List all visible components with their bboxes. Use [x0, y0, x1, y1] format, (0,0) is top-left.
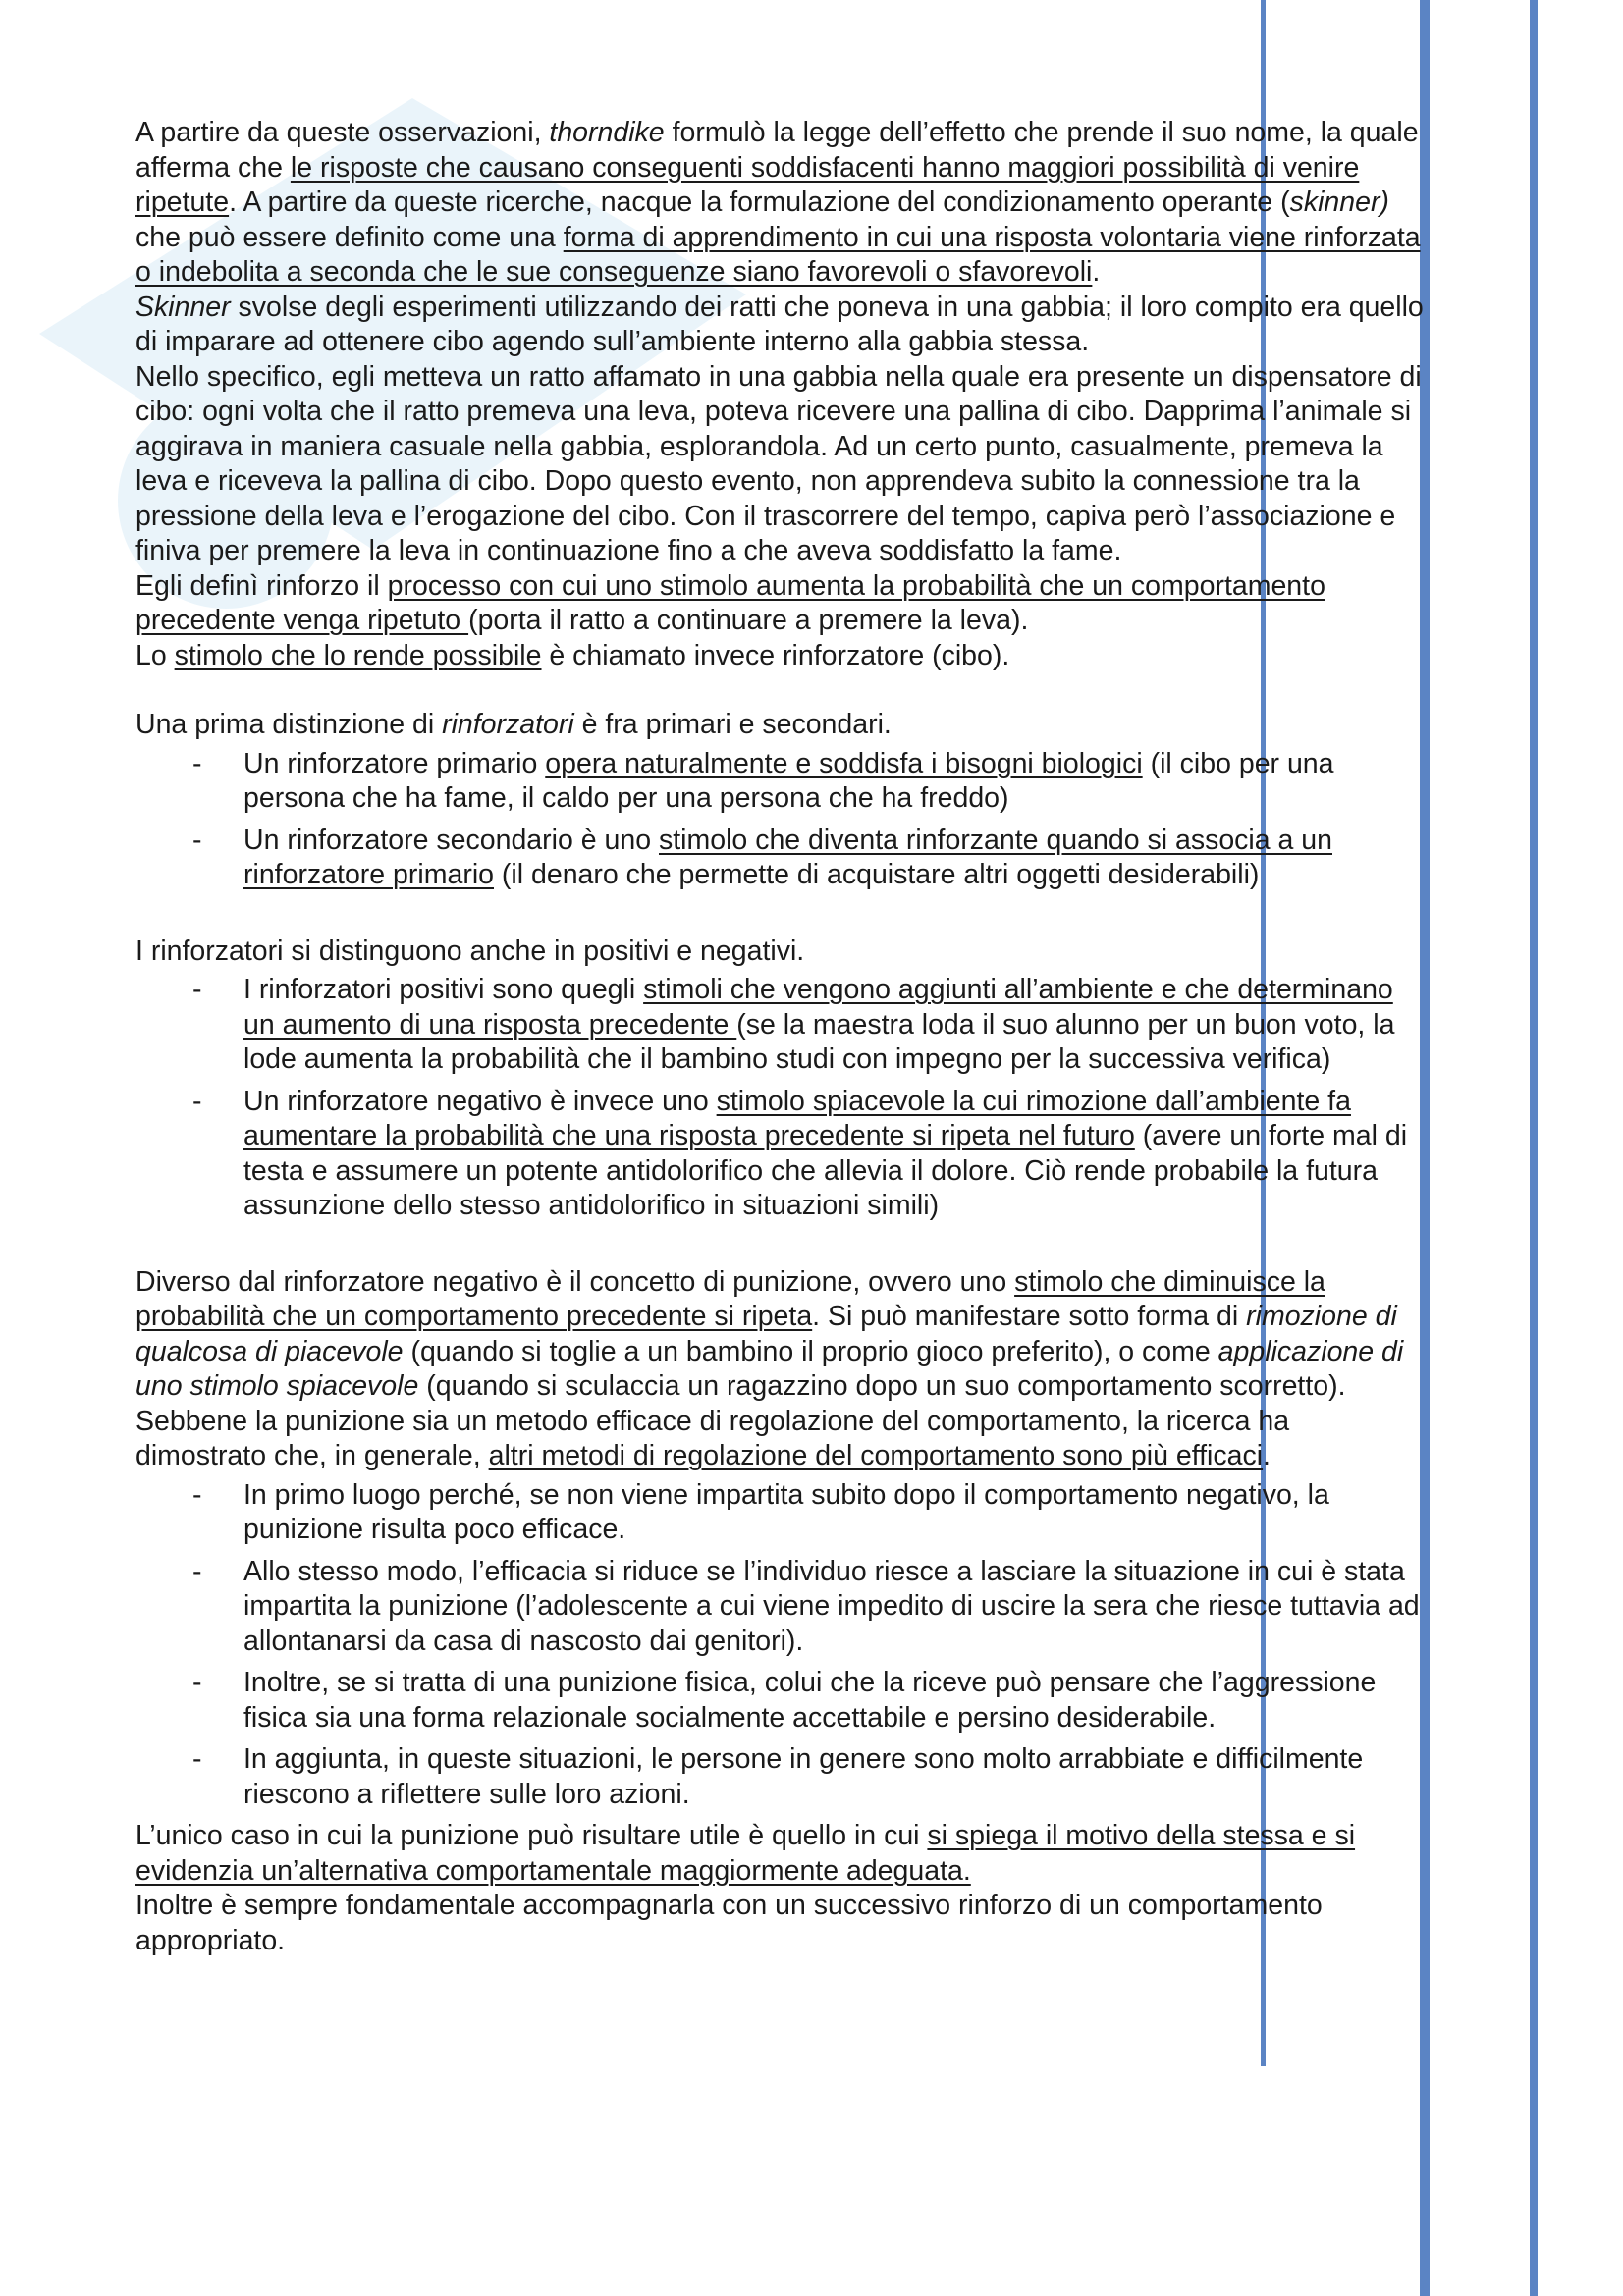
text: . A partire da queste ricerche, nacque la formulazione del condizionamento operante ( [229, 187, 1290, 218]
paragraph-punizione [135, 1265, 1427, 1405]
list-item [135, 1085, 1427, 1224]
underlined-text: le risposte che causano conseguenti soddisfacenti hanno maggiori possibilità di venire ripetute [135, 151, 1360, 218]
text: . [1263, 1440, 1271, 1471]
list-item [135, 973, 1427, 1078]
text: (quando si sculaccia un ragazzino dopo un suo comportamento scorretto). [418, 1370, 1346, 1402]
dash-bullet: - [192, 1478, 202, 1511]
list-item [135, 747, 1427, 817]
text: (quando si toglie a un bambino il proprio gioco preferito), o come [403, 1335, 1218, 1367]
text: (avere un forte mal di testa e assumere un potente antidolorifico che allevia il dolore. Ciò rende probabile la futura assunzione dello stesso antidolorifico in situazioni simili) [243, 1120, 1408, 1221]
paragraph-experiment: Nello specifico, egli metteva un ratto affamato in una gabbia nella quale era presente un dispensatore di cibo: ogni volta che il ratto premeva una leva, poteva ricevere una pallina di cibo. Dapprima l’animale si aggirava in maniera casuale nella gabbia, esplorandola. Ad un certo punto, casualmente, premeva la leva e riceveva la pallina di cibo. Dopo questo evento, non apprendeva subito la connessione tra la pressione della leva e l’erogazione del cibo. Con il trascorrere del tempo, capiva però l’associazione e finiva per premere la leva in continuazione fino a che aveva soddisfatto la fame. [135, 360, 1422, 566]
dash-bullet: - [192, 1743, 202, 1775]
italic-text: rimozione di qualcosa di piacevole [135, 1301, 1397, 1367]
text: Un rinforzatore primario [243, 747, 546, 779]
paragraph-skinner [135, 291, 1427, 360]
dash-bullet: - [192, 747, 202, 779]
text: (porta il ratto a continuare a premere la leva). [468, 605, 1029, 636]
text: Egli definì rinforzo il [135, 569, 388, 602]
underlined-text: stimolo che diminuisce la probabilità che un comportamento precedente si ripeta [135, 1265, 1325, 1332]
text: Una prima distinzione di [135, 709, 443, 740]
text: . Si può manifestare sotto forma di [812, 1301, 1247, 1332]
text: è chiamato invece rinforzatore (cibo). [541, 639, 1010, 671]
spacer [135, 900, 1427, 934]
underlined-text: si spiega il motivo della stessa e si evidenzia un’alternativa comportamentale maggiormente adeguata. [135, 1820, 1356, 1887]
list-item [135, 1666, 1427, 1735]
dash-bullet: - [192, 974, 202, 1005]
text: A partire da queste osservazioni, [135, 117, 550, 148]
text: I rinforzatori positivi sono quegli [243, 974, 644, 1005]
text: . [1092, 256, 1101, 288]
italic-text: thorndike [549, 117, 665, 148]
spacer [135, 673, 1427, 708]
text: che può essere definito come una [135, 221, 564, 253]
spacer [135, 1231, 1427, 1265]
list-positivi-negativi [135, 973, 1427, 1224]
text: Un rinforzatore secondario è uno [243, 824, 659, 856]
paragraph-rinforzatore [135, 639, 1427, 674]
text: L’unico caso in cui la punizione può risultare utile è quello in cui [135, 1820, 928, 1851]
list-item [135, 1478, 1427, 1548]
dash-bullet: - [192, 1085, 202, 1117]
paragraph-primari-secondari [135, 708, 1427, 743]
list-item [135, 1555, 1427, 1660]
underlined-text: stimolo che diventa rinforzante quando si associa a un rinforzatore primario [243, 824, 1332, 890]
underlined-text: stimoli che vengono aggiunti all’ambiente e che determinano un aumento di una risposta precedente [243, 974, 1393, 1041]
text: (il denaro che permette di acquistare altri oggetti desiderabili) [494, 859, 1260, 890]
paragraph-positivi-negativi: I rinforzatori si distinguono anche in positivi e negativi. [135, 934, 805, 967]
text: In primo luogo perché, se non viene impartita subito dopo il comportamento negativo, la punizione risulta poco efficace. [243, 1478, 1329, 1545]
text: formulò la legge dell’effetto che prende il suo nome, la quale afferma che [135, 117, 1419, 184]
paragraph-conclusione: Inoltre è sempre fondamentale accompagnarla con un successivo rinforzo di un comportamento appropriato. [135, 1890, 1323, 1956]
text: Allo stesso modo, l’efficacia si riduce se l’individuo riesce a lasciare la situazione in cui è stata impartita la punizione (l’adolescente a cui viene impedito di uscire la sera che riesce tuttavia ad allontanarsi da casa di nascosto dai genitori). [243, 1555, 1420, 1657]
paragraph-efficacia [135, 1405, 1427, 1474]
document-page [135, 116, 1427, 1958]
underlined-text: stimolo spiacevole la cui rimozione dall’ambiente fa aumentare la probabilità che una risposta precedente si ripeta nel futuro [243, 1085, 1351, 1151]
text: Un rinforzatore negativo è invece uno [243, 1085, 717, 1117]
text: (se la maestra loda il suo alunno per un buon voto, la lode aumenta la probabilità che il bambino studi con impegno per la successiva verifica) [243, 1008, 1395, 1075]
dash-bullet: - [192, 1555, 202, 1587]
list-item [135, 1742, 1427, 1812]
italic-text: applicazione di uno stimolo spiacevole [135, 1335, 1404, 1402]
paragraph-rinforzo [135, 569, 1427, 639]
text: svolse degli esperimenti utilizzando dei ratti che poneva in una gabbia; il loro compito era quello di imparare ad ottenere cibo agendo sull’ambiente interno alla gabbia stessa. [135, 291, 1424, 357]
italic-text: skinner) [1289, 187, 1389, 218]
list-item [135, 824, 1427, 893]
text: Lo [135, 639, 175, 671]
italic-text: rinforzatori [442, 709, 574, 740]
text: (il cibo per una persona che ha fame, il caldo per una persona che ha freddo) [243, 747, 1334, 814]
list-primari-secondari [135, 747, 1427, 893]
text: Diverso dal rinforzatore negativo è il concetto di punizione, ovvero uno [135, 1265, 1015, 1298]
underlined-text: altri metodi di regolazione del comportamento sono più efficaci [488, 1440, 1264, 1471]
list-punizione [135, 1478, 1427, 1813]
underlined-text: stimolo che lo rende possibile [174, 639, 542, 671]
dash-bullet: - [192, 1667, 202, 1698]
text: Inoltre, se si tratta di una punizione fisica, colui che la riceve può pensare che l’aggressione fisica sia una forma relazionale socialmente accettabile e persino desiderabile. [243, 1667, 1377, 1734]
text: è fra primari e secondari. [573, 709, 892, 740]
vertical-rule-right [1530, 0, 1538, 2296]
paragraph-unico-caso [135, 1819, 1427, 1889]
underlined-text: forma di apprendimento in cui una risposta volontaria viene rinforzata o indebolita a seconda che le sue conseguenze siano favorevoli o sfavorevoli [135, 221, 1421, 288]
text: In aggiunta, in queste situazioni, le persone in genere sono molto arrabbiate e difficilmente riescono a riflettere sulle loro azioni. [243, 1743, 1364, 1810]
paragraph-thorndike [135, 116, 1427, 291]
underlined-text: processo con cui uno stimolo aumenta la probabilità che un comportamento precedente venga ripetuto [135, 569, 1325, 636]
underlined-text: opera naturalmente e soddisfa i bisogni biologici [545, 747, 1143, 779]
italic-text: Skinner [135, 291, 231, 323]
dash-bullet: - [192, 824, 202, 856]
text: Sebbene la punizione sia un metodo efficace di regolazione del comportamento, la ricerca ha dimostrato che, in generale, [135, 1405, 1290, 1471]
